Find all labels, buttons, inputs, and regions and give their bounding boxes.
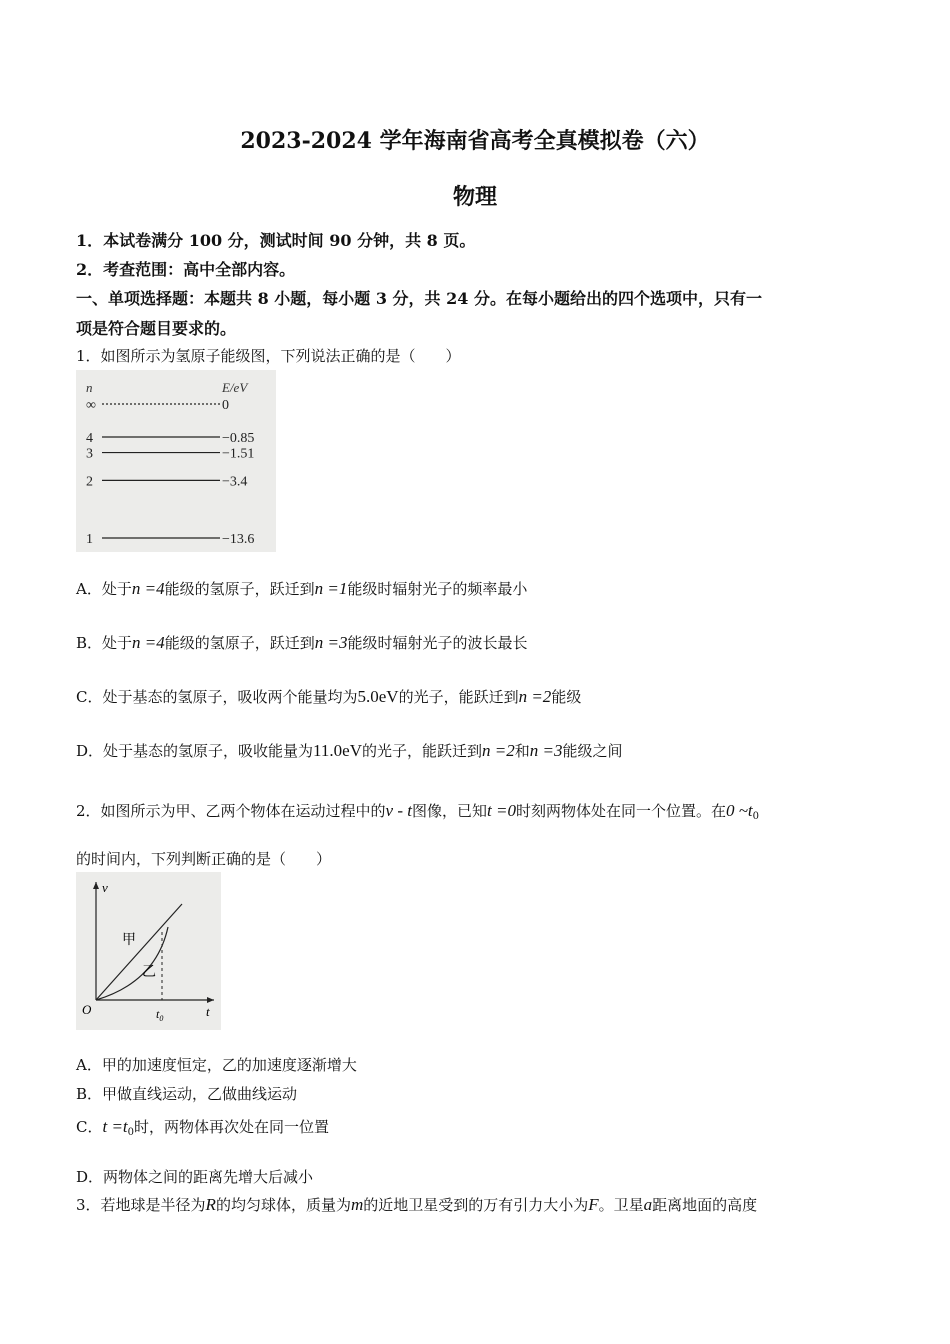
q1-option-b-text-2: 能级的氢原子，跃迁到 (164, 634, 315, 652)
v-axis-label: v (102, 880, 108, 895)
svg-text:t0 (156, 1007, 163, 1023)
q2-stem-math-1: v - t (385, 801, 412, 820)
q1-option-a-math-2: n =1 (314, 579, 348, 598)
energy-level-n-0: ∞ (86, 398, 96, 413)
n-axis-label: n (86, 380, 93, 395)
q3-text-2: 的均匀球体，质量为 (215, 1196, 351, 1214)
energy-level-n-3: 2 (86, 474, 93, 490)
q1-option-d-text-3: 和 (514, 742, 530, 760)
q1-option-b-text-3: 能级时辐射光子的波长最长 (347, 634, 528, 652)
energy-level-diagram (76, 370, 276, 552)
q3-text-4: 。卫星 (598, 1196, 644, 1214)
energy-level-e-2: −1.51 (222, 446, 255, 462)
energy-level-e-0: 0 (222, 398, 229, 413)
q1-option-b[interactable] (76, 632, 528, 653)
q1-option-a[interactable] (76, 578, 527, 599)
q1-option-b-math-2: n =3 (314, 633, 348, 652)
q1-option-b-math-1: n =4 (132, 633, 165, 652)
q3-stem (76, 1194, 757, 1215)
q1-option-d-text-2: 的光子，能跃迁到 (361, 742, 482, 760)
q1-option-a-text-2: 能级的氢原子，跃迁到 (164, 580, 315, 598)
q1-option-c-text-3: 能级 (551, 688, 582, 706)
q3-math-2: m (350, 1195, 364, 1214)
q1-option-a-text-1: A．处于 (76, 580, 132, 598)
subject-title: 物理 (452, 184, 497, 210)
q1-option-c-math-2: n =2 (518, 687, 552, 706)
energy-level-n-4: 1 (86, 532, 93, 547)
energy-level-e-1: −0.85 (222, 431, 255, 447)
q1-option-c[interactable] (76, 686, 581, 707)
section-heading-line-1: 一、单项选择题：本题共 8 小题，每小题 3 分，共 24 分。在每小题给出的四个选项中，只有一 (76, 289, 762, 308)
energy-level-n-2: 3 (86, 446, 93, 462)
q2-stem-text-3: 时刻两物体处在同一个位置。在 (515, 802, 726, 820)
curve-jia-label: 甲 (122, 933, 136, 948)
q3-math-3: F (588, 1195, 599, 1214)
curve-yi-label: 乙 (142, 965, 156, 980)
q1-option-d[interactable] (76, 740, 623, 761)
note-1: 1．本试卷满分 100 分，测试时间 90 分钟，共 8 页。 (76, 231, 476, 250)
q1-option-d-math-1: 11.0eV (313, 741, 362, 760)
q2-option-b[interactable]: B．甲做直线运动，乙做曲线运动 (76, 1085, 298, 1103)
q1-option-d-text-4: 能级之间 (562, 742, 623, 760)
q2-option-c-text-1: C． (76, 1118, 103, 1136)
q1-option-d-math-2: n =2 (482, 741, 515, 760)
t0-label: t (156, 1007, 160, 1021)
curve-jia-line (96, 904, 182, 1000)
q2-stem-text-1: 2．如图所示为甲、乙两个物体在运动过程中的 (76, 802, 386, 820)
q2-stem-math-2: t =0 (487, 801, 516, 820)
energy-level-e-4: −13.6 (222, 532, 255, 547)
q3-math-4: a (643, 1195, 653, 1214)
note-2: 2．考查范围：高中全部内容。 (76, 260, 296, 279)
energy-level-e-3: −3.4 (222, 474, 248, 490)
q2-stem-text-2: 图像，已知 (411, 802, 487, 820)
energy-axis-label: E/eV (222, 380, 248, 395)
q3-text-1: 3．若地球是半径为 (76, 1196, 206, 1214)
q1-option-c-text-1: C．处于基态的氢原子，吸收两个能量均为 (76, 688, 358, 706)
q2-option-c-math-1: t =t (102, 1117, 128, 1136)
q2-option-a[interactable]: A．甲的加速度恒定，乙的加速度逐渐增大 (76, 1056, 357, 1074)
t-axis-label: t (206, 1004, 210, 1019)
q1-option-b-text-1: B．处于 (76, 634, 133, 652)
q2-stem-math-3: 0 ~t (725, 801, 753, 820)
q1-option-c-text-2: 的光子，能跃迁到 (398, 688, 519, 706)
q1-stem: 1．如图所示为氢原子能级图，下列说法正确的是（ ） (76, 347, 461, 365)
q3-math-1: R (205, 1195, 216, 1214)
page-title: 2023-2024 学年海南省高考全真模拟卷（六） (240, 128, 710, 154)
q1-option-a-math-1: n =4 (131, 579, 165, 598)
velocity-time-graph (76, 872, 221, 1030)
energy-level-n-1: 4 (86, 431, 93, 447)
q2-option-c-text-2: 时，两物体再次处在同一位置 (134, 1118, 330, 1136)
section-heading-line-2: 项是符合题目要求的。 (76, 319, 237, 338)
t0-sub: 0 (159, 1014, 164, 1023)
q2-option-c-math-1-sub: 0 (127, 1127, 135, 1138)
origin-label: O (82, 1002, 92, 1017)
q2-stem-line-1 (76, 800, 759, 822)
q1-option-a-text-3: 能级时辐射光子的频率最小 (347, 580, 528, 598)
q3-text-5: 距离地面的高度 (652, 1196, 758, 1214)
q2-stem-line-2: 的时间内，下列判断正确的是（ ） (76, 850, 332, 868)
energy-levels (86, 398, 254, 547)
q1-option-c-math-1: 5.0eV (357, 687, 399, 706)
q2-option-d[interactable]: D．两物体之间的距离先增大后减小 (76, 1168, 314, 1186)
q3-text-3: 的近地卫星受到的万有引力大小为 (363, 1196, 589, 1214)
q2-stem-math-3-sub: 0 (752, 811, 760, 822)
q1-option-d-math-3: n =3 (529, 741, 563, 760)
q1-option-d-text-1: D．处于基态的氢原子，吸收能量为 (76, 742, 314, 760)
q2-option-c[interactable] (76, 1116, 329, 1138)
